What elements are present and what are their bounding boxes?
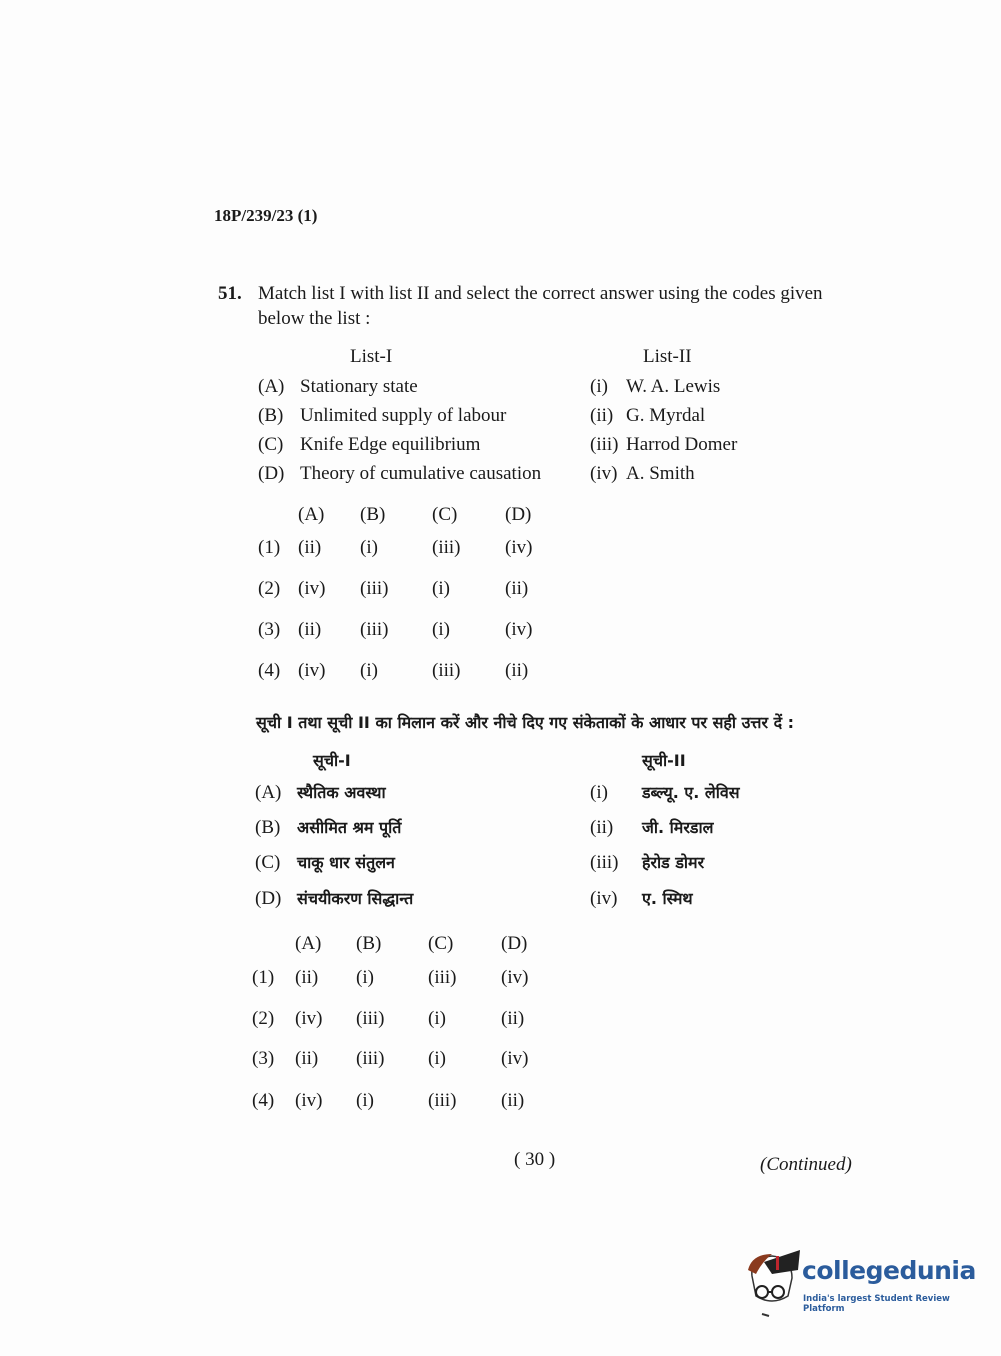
continued-label: (Continued) [760, 1154, 852, 1175]
list2-label: (iv) [590, 888, 618, 909]
option-code: (iv) [298, 660, 326, 681]
list2-label: (iii) [590, 434, 619, 455]
option-code: (ii) [295, 967, 319, 988]
option-code: (i) [432, 619, 450, 640]
list2-item: जी. मिरडाल [642, 818, 714, 837]
option-code: (ii) [295, 1048, 319, 1069]
option-number: (4) [258, 660, 281, 681]
option-code: (i) [428, 1008, 446, 1029]
list2-title: सूची-II [642, 751, 686, 770]
option-code: (iii) [432, 537, 461, 558]
option-code: (iv) [295, 1090, 323, 1111]
list1-label: (C) [258, 434, 284, 455]
option-number: (2) [258, 578, 281, 599]
option-code: (i) [356, 1090, 374, 1111]
list2-title: List-II [643, 346, 692, 367]
list2-label: (iii) [590, 852, 619, 873]
option-number: (4) [252, 1090, 275, 1111]
question-text-hindi: सूची I तथा सूची II का मिलान करें और नीचे दिए गए संकेताकों के आधार पर सही उत्तर दें : [256, 713, 795, 732]
list1-item: असीमित श्रम पूर्ति [297, 818, 402, 837]
list1-item: स्थैतिक अवस्था [297, 783, 386, 802]
page-number: ( 30 ) [514, 1149, 556, 1170]
list1-item: Stationary state [300, 376, 418, 397]
list1-label: (B) [255, 817, 281, 838]
collegedunia-logo [742, 1248, 976, 1320]
list1-label: (D) [255, 888, 282, 909]
list1-item: Knife Edge equilibrium [300, 434, 481, 455]
list2-item: ए. स्मिथ [642, 889, 693, 908]
option-code: (iv) [295, 1008, 323, 1029]
code-header: (C) [428, 933, 454, 954]
code-header: (B) [356, 933, 382, 954]
option-code: (i) [428, 1048, 446, 1069]
list2-item: डब्ल्यू. ए. लेविस [642, 783, 740, 802]
list2-item: G. Myrdal [626, 405, 706, 426]
code-header: (A) [298, 504, 325, 525]
list1-title: सूची-I [313, 751, 351, 770]
list2-item: Harrod Domer [626, 434, 738, 455]
mascot-icon [742, 1248, 802, 1318]
list1-label: (A) [255, 782, 282, 803]
list1-title: List-I [350, 346, 393, 367]
list1-label: (C) [255, 852, 281, 873]
code-header: (C) [432, 504, 458, 525]
code-header: (D) [501, 933, 528, 954]
option-code: (i) [360, 537, 378, 558]
list2-label: (i) [590, 782, 608, 803]
list1-label: (B) [258, 405, 284, 426]
option-code: (ii) [298, 537, 322, 558]
option-number: (2) [252, 1008, 275, 1029]
list2-label: (ii) [590, 817, 614, 838]
paper-code: 18P/239/23 (1) [214, 206, 318, 225]
option-code: (iii) [356, 1008, 385, 1029]
option-number: (1) [252, 967, 275, 988]
list2-item: हेरोड डोमर [642, 853, 705, 872]
option-number: (3) [252, 1048, 275, 1069]
list2-label: (ii) [590, 405, 614, 426]
option-code: (i) [360, 660, 378, 681]
option-code: (iii) [356, 1048, 385, 1069]
list1-item: संचयीकरण सिद्धान्त [297, 889, 414, 908]
option-code: (iii) [432, 660, 461, 681]
list2-label: (i) [590, 376, 608, 397]
option-code: (iii) [428, 1090, 457, 1111]
code-header: (A) [295, 933, 322, 954]
code-header: (B) [360, 504, 386, 525]
option-code: (iii) [360, 619, 389, 640]
list1-label: (A) [258, 376, 285, 397]
logo-wordmark: collegedunia [802, 1256, 976, 1285]
list1-label: (D) [258, 463, 285, 484]
option-code: (i) [432, 578, 450, 599]
option-code: (ii) [501, 1008, 525, 1029]
question-number: 51. [218, 283, 242, 304]
option-code: (ii) [298, 619, 322, 640]
option-code: (iv) [501, 1048, 529, 1069]
list2-item: A. Smith [626, 463, 695, 484]
option-number: (3) [258, 619, 281, 640]
option-number: (1) [258, 537, 281, 558]
logo-tagline: India's largest Student Review Platform [803, 1294, 950, 1314]
option-code: (iv) [501, 967, 529, 988]
list2-item: W. A. Lewis [626, 376, 721, 397]
list1-item: Unlimited supply of labour [300, 405, 507, 426]
option-code: (iv) [505, 619, 533, 640]
option-code: (ii) [501, 1090, 525, 1111]
code-header: (D) [505, 504, 532, 525]
question-text-line2: below the list : [258, 308, 371, 329]
list1-item: Theory of cumulative causation [300, 463, 542, 484]
question-text: Match list I with list II and select the correct answer using the codes given [258, 283, 823, 304]
option-code: (i) [356, 967, 374, 988]
option-code: (iii) [428, 967, 457, 988]
option-code: (iv) [505, 537, 533, 558]
option-code: (iv) [298, 578, 326, 599]
option-code: (iii) [360, 578, 389, 599]
list1-item: चाकू धार संतुलन [297, 853, 395, 872]
option-code: (ii) [505, 578, 529, 599]
option-code: (ii) [505, 660, 529, 681]
list2-label: (iv) [590, 463, 618, 484]
